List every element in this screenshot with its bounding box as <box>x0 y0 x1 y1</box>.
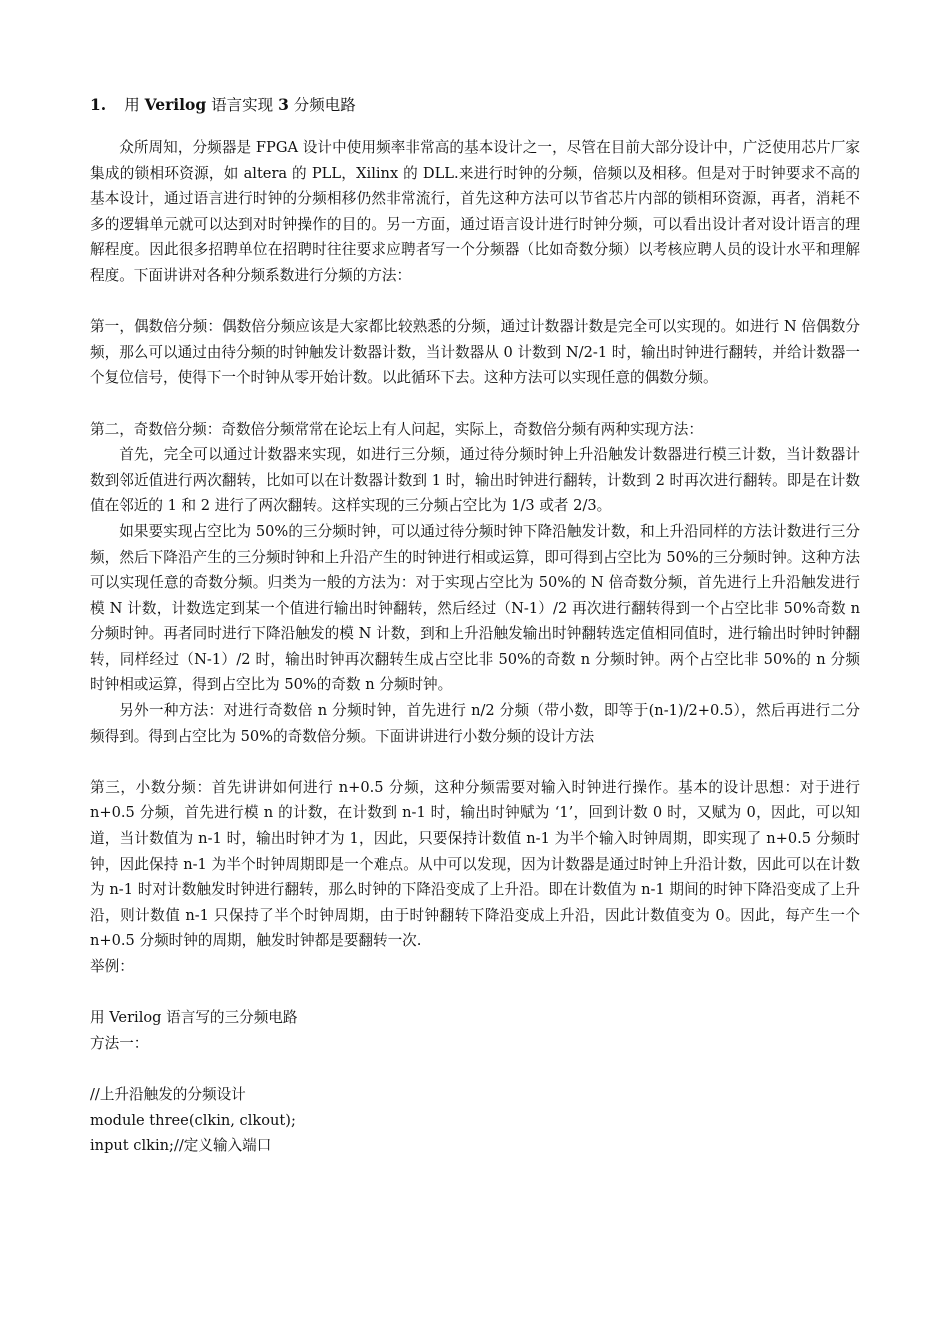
heading-text-post: 分频电路 <box>288 96 356 114</box>
heading-verilog: Verilog <box>144 95 207 114</box>
odd-division-method-3: 另外一种方法：对进行奇数倍 n 分频时钟，首先进行 n/2 分频（带小数，即等于(n-1)/2+0.5），然后再进行二分频得到。得到占空比为 50%的奇数倍分频。下面讲讲进行小数分频的设计方法 <box>90 702 860 745</box>
fractional-division-paragraph: 第三，小数分频：首先讲讲如何进行 n+0.5 分频，这种分频需要对输入时钟进行操作。基本的设计思想：对于进行 n+0.5 分频，首先进行模 n 的计数，在计数到 n-1 时，输出时钟赋为 ‘1’，回到计数 0 时，又赋为 0，因此，可以知道，当计数值为 n-1 时，输出时钟才为 1，因此，只要保持计数值 n-1 为半个输入时钟周期，即实现了 n+0.5 分频时钟，因此保持 n-1 为半个时钟周期即是一个难点。从中可以发现，因为计数器是通过时钟上升沿计数，因此可以在计数为 n-1 时对计数触发时钟进行翻转，那么时钟的下降沿变成了上升沿。即在计数值为 n-1 期间的时钟下降沿变成了上升沿，则计数值 n-1 只保持了半个时钟周期，由于时钟翻转下降沿变成上升沿，因此计数值变为 0。因此，每产生一个 n+0.5 分频时钟的周期，触发时钟都是要翻转一次. <box>90 778 860 950</box>
odd-division-title: 第二，奇数倍分频：奇数倍分频常常在论坛上有人问起，实际上，奇数倍分频有两种实现方法： <box>90 420 703 438</box>
code-line: //上升沿触发的分频设计 <box>90 1085 246 1103</box>
method-label: 方法一： <box>90 1034 149 1052</box>
example-label: 举例： <box>90 958 134 975</box>
heading-three: 3 <box>278 95 289 114</box>
odd-division-method-2: 如果要实现占空比为 50%的三分频时钟，可以通过待分频时钟下降沿触发计数，和上升沿同样的方法计数进行三分频，然后下降沿产生的三分频时钟和上升沿产生的时钟进行相或运算，即可得到占空比为 50%的三分频时钟。这种方法可以实现任意的奇数分频。归类为一般的方法为：对于实现占空比为 50%的 N 倍奇数分频，首先进行上升沿触发进行模 N 计数，计数选定到某一个值进行输出时钟翻转，然后经过（N-1）/2 再次进行翻转得到一个占空比非 50%奇数 n 分频时钟。再者同时进行下降沿触发的模 N 计数，到和上升沿触发输出时钟翻转选定值相同值时，进行输出时钟时钟翻转，同样经过（N-1）/2 时，输出时钟再次翻转生成占空比非 50%的奇数 n 分频时钟。两个占空比非 50%的 n 分频时钟相或运算，得到占空比为 50%的奇数 n 分频时钟。 <box>90 522 860 694</box>
document-page <box>90 92 860 1159</box>
code-line: input clkin;//定义输入端口 <box>90 1137 272 1155</box>
heading-text-pre: 用 <box>124 96 145 114</box>
even-division-paragraph: 第一，偶数倍分频：偶数倍分频应该是大家都比较熟悉的分频，通过计数器计数是完全可以实现的。如进行 N 倍偶数分频，那么可以通过由待分频的时钟触发计数器计数，当计数器从 0 计数到 N/2-1 时，输出时钟进行翻转，并给计数器一个复位信号，使得下一个时钟从零开始计数。以此循环下去。这种方法可以实现任意的偶数分频。 <box>90 318 860 387</box>
example-title: 用 Verilog 语言写的三分频电路 <box>90 1009 298 1027</box>
intro-paragraph: 众所周知，分频器是 FPGA 设计中使用频率非常高的基本设计之一，尽管在目前大部分设计中，广泛使用芯片厂家集成的锁相环资源，如 altera 的 PLL，Xilinx 的 DLL.来进行时钟的分频，倍频以及相移。但是对于时钟要求不高的基本设计，通过语言进行时钟的分频相移仍然非常流行，首先这种方法可以节省芯片内部的锁相环资源，再者，消耗不多的逻辑单元就可以达到对时钟操作的目的。另一方面，通过语言设计进行时钟分频，可以看出设计者对设计语言的理解程度。因此很多招聘单位在招聘时往往要求应聘者写一个分频器（比如奇数分频）以考核应聘人员的设计水平和理解程度。下面讲讲对各种分频系数进行分频的方法： <box>90 139 860 284</box>
odd-division-method-1: 首先，完全可以通过计数器来实现，如进行三分频，通过待分频时钟上升沿触发计数器进行模三计数，当计数器计数到邻近值进行两次翻转，比如可以在计数器计数到 1 时，输出时钟进行翻转，计数到 2 时再次进行翻转。即是在计数值在邻近的 1 和 2 进行了两次翻转。这样实现的三分频占空比为 1/3 或者 2/3。 <box>90 446 860 515</box>
section-number: 1. <box>90 95 107 114</box>
section-heading <box>90 92 860 118</box>
heading-text-mid: 语言实现 <box>206 96 279 114</box>
code-line: module three(clkin, clkout); <box>90 1111 296 1129</box>
